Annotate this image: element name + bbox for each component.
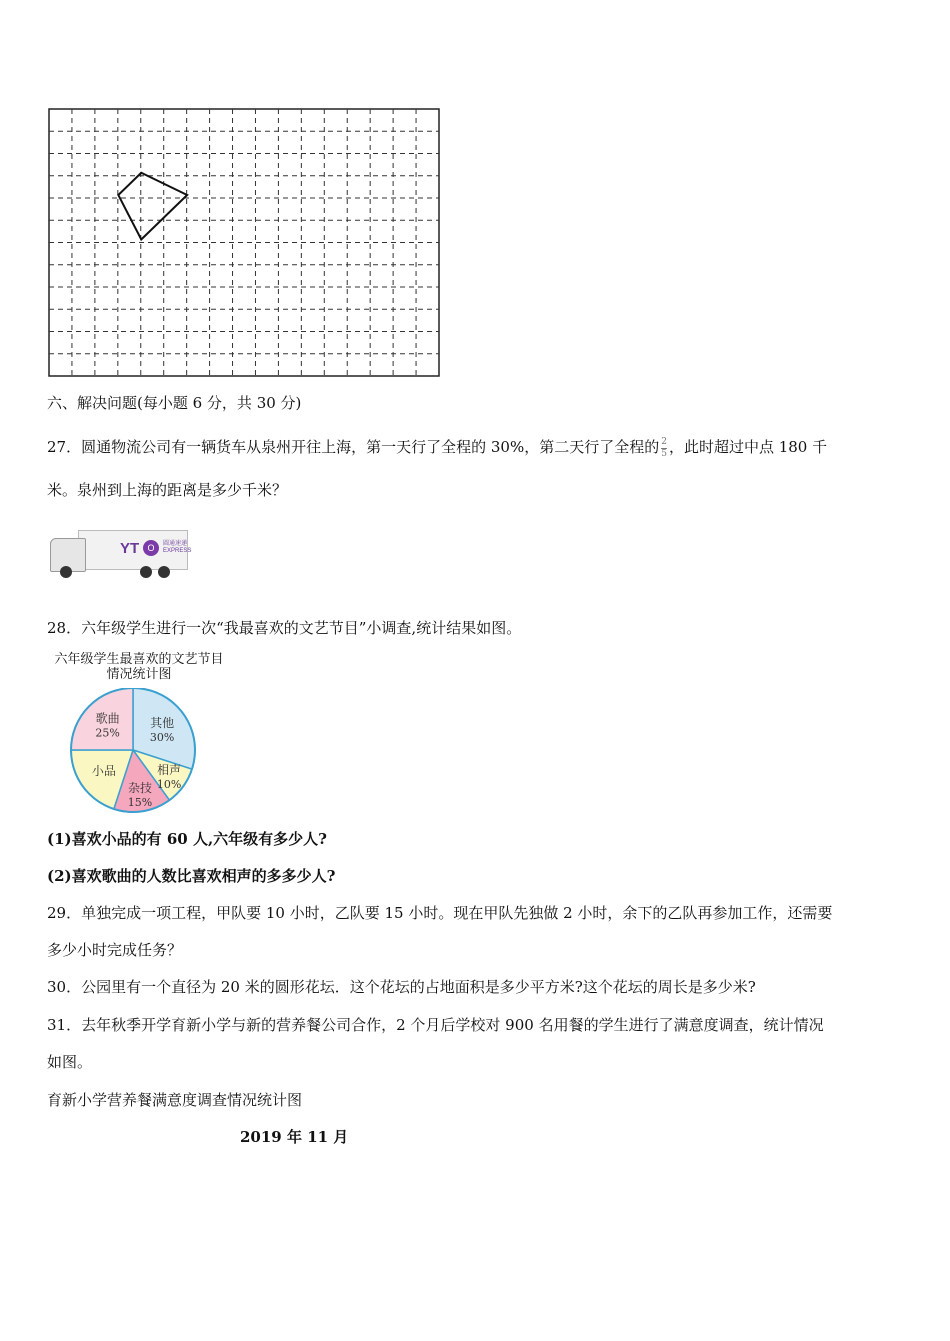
q28-sub1: (1)喜欢小品的有 60 人,六年级有多少人? (47, 830, 327, 848)
q29-line2: 多少小时完成任务？ (47, 941, 183, 959)
q28-sub2: (2)喜欢歌曲的人数比喜欢相声的多多少人? (47, 867, 336, 885)
truck-sub-2: EXPRESS (163, 548, 192, 554)
q31-line2: 如图。 (47, 1053, 93, 1071)
q27-text-part2: ，此时超过中点 180 千 (668, 438, 828, 456)
q30-text: 30．公园里有一个直径为 20 米的圆形花坛．这个花坛的占地面积是多少平方米?这个花坛的周长是多少米? (47, 978, 756, 996)
q27-line2: 米。泉州到上海的距离是多少千米？ (47, 481, 288, 499)
q31-line1: 31．去年秋季开学育新小学与新的营养餐公司合作，2 个月后学校对 900 名用餐的学生进行了满意度调查，统计情况 (47, 1016, 824, 1034)
pie-slice-label: 15% (127, 796, 153, 810)
pie-slice-name: 歌曲 (95, 711, 120, 726)
pie-slice-name: 其他 (150, 715, 175, 730)
pie-slice-label: 25% (95, 726, 120, 740)
q31-date: 2019 年 11 月 (240, 1128, 349, 1146)
q27-frac-den: 5 (661, 448, 667, 459)
truck-logo-badge: O (143, 540, 159, 556)
q31-chart-title: 育新小学营养餐满意度调查情况统计图 (47, 1091, 303, 1109)
truck-wheel (140, 566, 152, 578)
pie-chart-title (44, 652, 234, 682)
q27-frac-num: 2 (661, 436, 667, 447)
grid-figure (48, 108, 440, 378)
pie-slice-name: 杂技 (127, 781, 152, 796)
q28-text: 28．六年级学生进行一次“我最喜欢的文艺节目”小调查,统计结果如图。 (47, 619, 522, 637)
truck-logo-sub (163, 541, 191, 555)
q27-fraction (661, 438, 667, 459)
section-heading: 六、解决问题(每小题 6 分，共 30 分) (47, 394, 302, 412)
truck-wheel (158, 566, 170, 578)
pie-title-line1: 六年级学生最喜欢的文艺节目 (54, 652, 224, 667)
truck-wheel (60, 566, 72, 578)
pie-chart (66, 688, 206, 814)
truck-sub-1: 圆通速递 (163, 541, 188, 547)
q27-text-part1: 27．圆通物流公司有一辆货车从泉州开往上海，第一天行了全程的 30%，第二天行了全程的 (47, 438, 660, 456)
truck-image (48, 528, 192, 582)
quadrilateral-shape (118, 173, 187, 240)
pie-slice-name: 小品 (91, 764, 116, 779)
truck-logo-text: YT (120, 540, 140, 557)
pie-slice-label: 30% (149, 730, 175, 744)
q27-line1 (47, 437, 827, 459)
q29-line1: 29．单独完成一项工程，甲队要 10 小时，乙队要 15 小时。现在甲队先独做 2 小时，余下的乙队再参加工作，还需要 (47, 904, 833, 922)
pie-slice-name: 相声 (157, 763, 182, 778)
pie-title-line2: 情况统计图 (106, 667, 172, 682)
pie-slice-label: 10% (156, 778, 182, 792)
